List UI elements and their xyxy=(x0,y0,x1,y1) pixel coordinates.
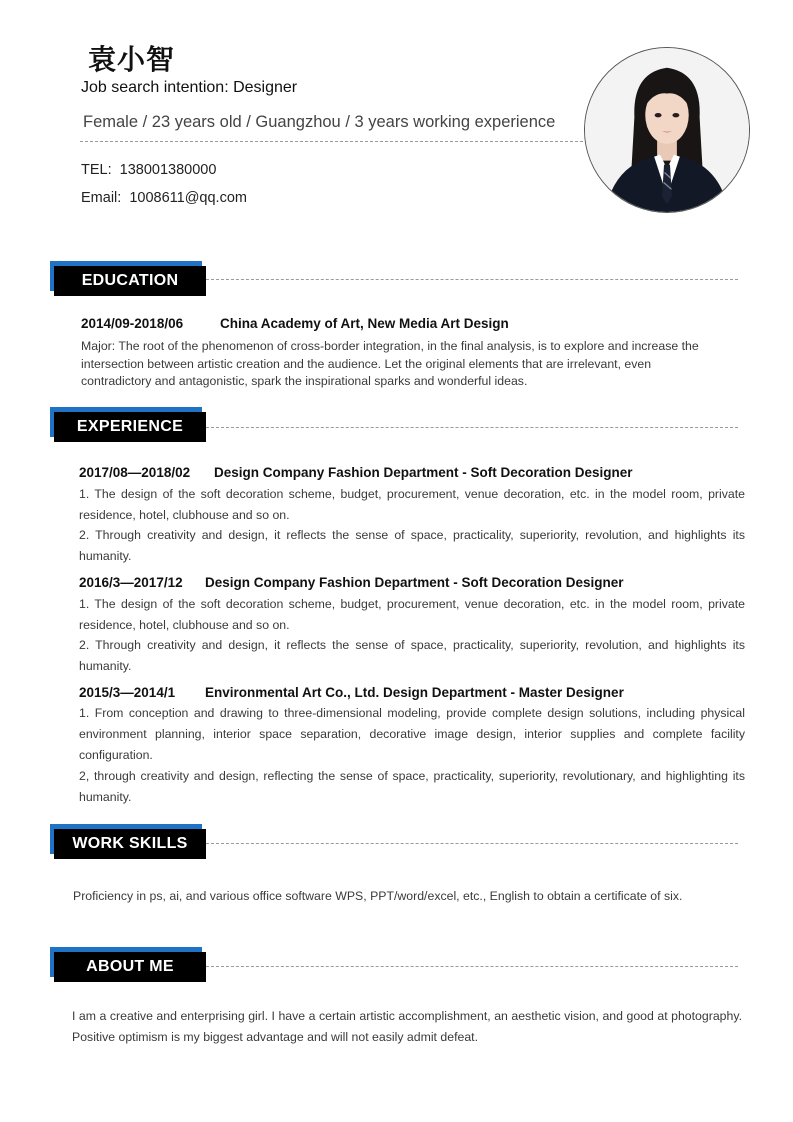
skills-divider xyxy=(206,843,738,844)
experience-point: 1. The design of the soft decoration scheme, budget, procurement, venue decoration, etc. in the model room, private residence, hotel, clubhouse and so on. xyxy=(79,597,745,632)
email-label: Email: xyxy=(81,190,122,206)
education-heading xyxy=(81,316,509,331)
skills-text: Proficiency in ps, ai, and various office software WPS, PPT/word/excel, etc., English to obtain a certificate of six. xyxy=(73,889,683,903)
job-intention: Job search intention: Designer xyxy=(81,79,298,96)
experience-item-heading xyxy=(79,465,633,480)
education-school: China Academy of Art, New Media Art Design xyxy=(220,316,509,331)
portrait-illustration xyxy=(585,48,749,212)
experience-divider xyxy=(206,427,738,428)
experience-item-heading xyxy=(79,685,624,700)
experience-point: 2. Through creativity and design, it reflects the sense of space, practicality, superiority, revolution, and highlights its humanity. xyxy=(79,638,745,673)
education-divider xyxy=(206,279,738,280)
experience-role: Environmental Art Co., Ltd. Design Department - Master Designer xyxy=(205,685,624,700)
experience-role: Design Company Fashion Department - Soft Decoration Designer xyxy=(205,575,624,590)
experience-point: 1. From conception and drawing to three-dimensional modeling, provide complete design solutions, including physical environment planning, interior space separation, decorative image design, interior supplies and complete facility configuration. xyxy=(79,706,745,762)
education-description: Major: The root of the phenomenon of cross-border integration, in the final analysis, is to explore and increase the intersection between artistic creation and the audience. Let the original elements that are irrelevant, even contradictory and antagonistic, spark the inspirational sparks and wonderful ideas. xyxy=(81,339,699,388)
experience-item-heading xyxy=(79,575,624,590)
experience-point: 2. Through creativity and design, it reflects the sense of space, practicality, superiority, revolution, and highlights its humanity. xyxy=(79,528,745,563)
experience-point: 2, through creativity and design, reflecting the sense of space, practicality, superiority, revolutionary, and highlighting its humanity. xyxy=(79,769,745,804)
skills-section-title: WORK SKILLS xyxy=(54,829,206,859)
tel-value: 138001380000 xyxy=(119,162,217,178)
education-date: 2014/09-2018/06 xyxy=(81,316,184,331)
experience-date: 2017/08—2018/02 xyxy=(79,465,191,480)
basic-info: Female / 23 years old / Guangzhou / 3 years working experience xyxy=(83,113,556,131)
header-divider xyxy=(80,141,588,142)
experience-point: 1. The design of the soft decoration scheme, budget, procurement, venue decoration, etc. in the model room, private residence, hotel, clubhouse and so on. xyxy=(79,487,745,522)
about-section-title: ABOUT ME xyxy=(54,952,206,982)
experience-date: 2016/3—2017/12 xyxy=(79,575,183,590)
portrait-photo xyxy=(584,47,750,213)
experience-date: 2015/3—2014/1 xyxy=(79,685,176,700)
experience-section-title: EXPERIENCE xyxy=(54,412,206,442)
about-text: I am a creative and enterprising girl. I have a certain artistic accomplishment, an aesthetic vision, and good at photography. Positive optimism is my biggest advantage and will not easily admit defeat. xyxy=(72,1009,742,1044)
about-divider xyxy=(206,966,738,967)
tel-row xyxy=(81,162,216,178)
email-value: 1008611@qq.com xyxy=(129,190,247,206)
email-row xyxy=(81,190,247,206)
candidate-name: 袁小智 xyxy=(88,43,176,76)
experience-role: Design Company Fashion Department - Soft Decoration Designer xyxy=(214,465,633,480)
tel-label: TEL: xyxy=(81,162,112,178)
education-section-title: EDUCATION xyxy=(54,266,206,296)
